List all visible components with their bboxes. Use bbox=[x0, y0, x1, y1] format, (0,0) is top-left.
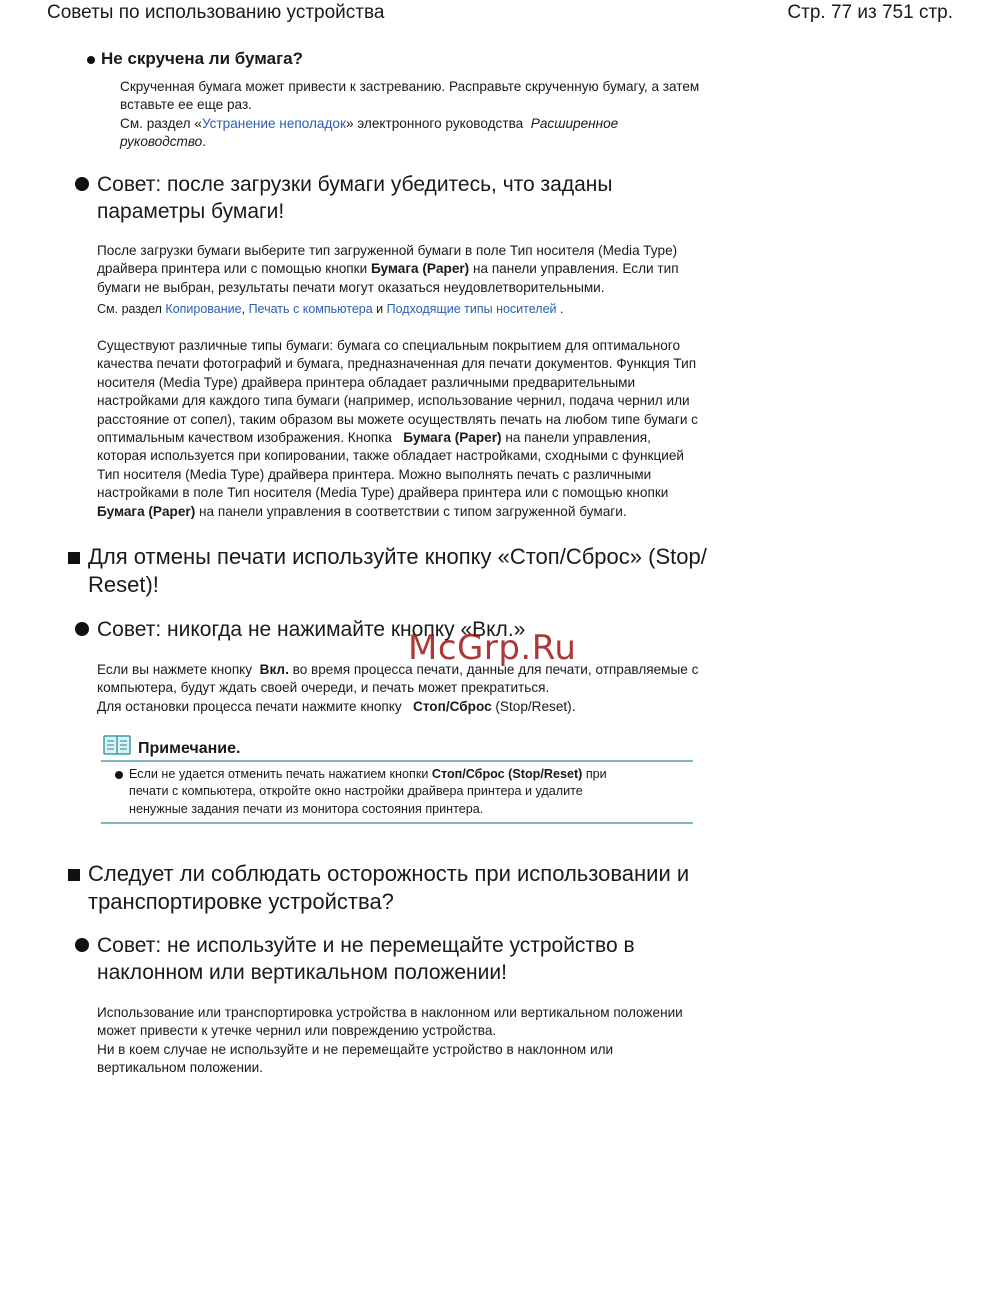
tip-power-heading: Совет: никогда не нажимайте кнопку «Вкл.» bbox=[97, 618, 526, 641]
section-square-icon bbox=[68, 869, 80, 881]
media-types-link[interactable]: Подходящие типы носителей bbox=[386, 302, 557, 316]
transport-section-heading: Следует ли соблюдать осторожность при использовании и транспортировке устройства? bbox=[88, 861, 690, 914]
tip-power-text: Если вы нажмете кнопку Вкл. во время процесса печати, данные для печати, отправляемые с компьютера, будут ждать своей очереди, и печать может прекратиться. Для остановки процесса печати нажмите кнопку Стоп/Сброс (Stop/Reset). bbox=[97, 662, 699, 714]
tip-paper-paragraph-1: После загрузки бумаги выберите тип загруженной бумаги в поле Тип носителя (Media Type) драйвера принтера или с помощью кнопки Бумага (Paper) на панели управления. Если тип бумаги не выбран, результаты печати могут оказаться неудовлетворительными. bbox=[97, 243, 679, 295]
stop-section-heading: Для отмены печати используйте кнопку «Стоп/Сброс» (Stop/ Reset)! bbox=[88, 544, 707, 597]
note-text: Если не удается отменить печать нажатием кнопки Стоп/Сброс (Stop/Reset) при печати с компьютера, откройте окно настройки драйвера принтера и удалите ненужные задания печати из монитора состояния принтера. bbox=[129, 767, 607, 816]
curled-see-line: См. раздел «Устранение неполадок» электронного руководства Расширенное bbox=[120, 115, 619, 131]
note-bottom-divider bbox=[101, 822, 693, 824]
tip-tilt-text: Использование или транспортировка устройства в наклонном или вертикальном положении может привести к утечке чернил или повреждению устройства. Ни в коем случае не используйте и не перемещайте устройство в наклонном или вертикальном положении. bbox=[97, 1005, 683, 1076]
note-bullet-icon bbox=[115, 771, 123, 779]
tip-paper-see-line: См. раздел Копирование, Печать с компьютера и Подходящие типы носителей . bbox=[97, 302, 564, 316]
print-from-computer-link[interactable]: Печать с компьютера bbox=[248, 302, 373, 316]
note-title: Примечание. bbox=[138, 740, 241, 757]
bullet-icon bbox=[87, 56, 95, 64]
page-header-title: Советы по использованию устройства bbox=[47, 2, 385, 23]
tip-bullet-icon bbox=[75, 622, 89, 636]
curled-paper-heading: Не скручена ли бумага? bbox=[101, 49, 304, 68]
note-book-icon bbox=[103, 735, 131, 755]
tip-bullet-icon bbox=[75, 938, 89, 952]
curled-paper-text: Скрученная бумага может привести к застреванию. Расправьте скрученную бумагу, а затем вставьте ее еще раз. См. раздел «Устранение неполадок» электронного руководства Расширенное руководство. bbox=[120, 79, 700, 150]
copying-link[interactable]: Копирование bbox=[165, 302, 242, 316]
tip-paper-paragraph-2: Существуют различные типы бумаги: бумага со специальным покрытием для оптимального качества печати фотографий и бумага, предназначенная для печати документов. Функция Тип носителя (Media Type) драйвера принтера обладает различными предварительными настройками для каждого типа бумаги (например, использование чернил, подача чернил или расстояние от сопел), таким образом вы можете осуществлять печать на любом типе бумаги с оптимальным качеством изображения. Кнопка Бумага (Paper) на панели управления, которая используется при копировании, также обладает настройками, сходными с функцией Тип носителя (Media Type) драйвера принтера. Можно выполнять печать с различными настройками в поле Тип носителя (Media Type) драйвера принтера или с помощью кнопки Бумага (Paper) на панели управления в соответствии с типом загруженной бумаги. bbox=[97, 338, 698, 519]
tip-bullet-icon bbox=[75, 177, 89, 191]
section-square-icon bbox=[68, 552, 80, 564]
page-number: Стр. 77 из 751 стр. bbox=[787, 2, 953, 23]
watermark-text: McGrp.Ru bbox=[408, 628, 577, 668]
tip-tilt-heading: Совет: не используйте и не перемещайте устройство в наклонном или вертикальном положении! bbox=[97, 934, 635, 984]
note-top-divider bbox=[101, 760, 693, 762]
troubleshooting-link[interactable]: Устранение неполадок bbox=[201, 115, 346, 131]
tip-paper-heading: Совет: после загрузки бумаги убедитесь, что заданы параметры бумаги! bbox=[97, 173, 613, 223]
